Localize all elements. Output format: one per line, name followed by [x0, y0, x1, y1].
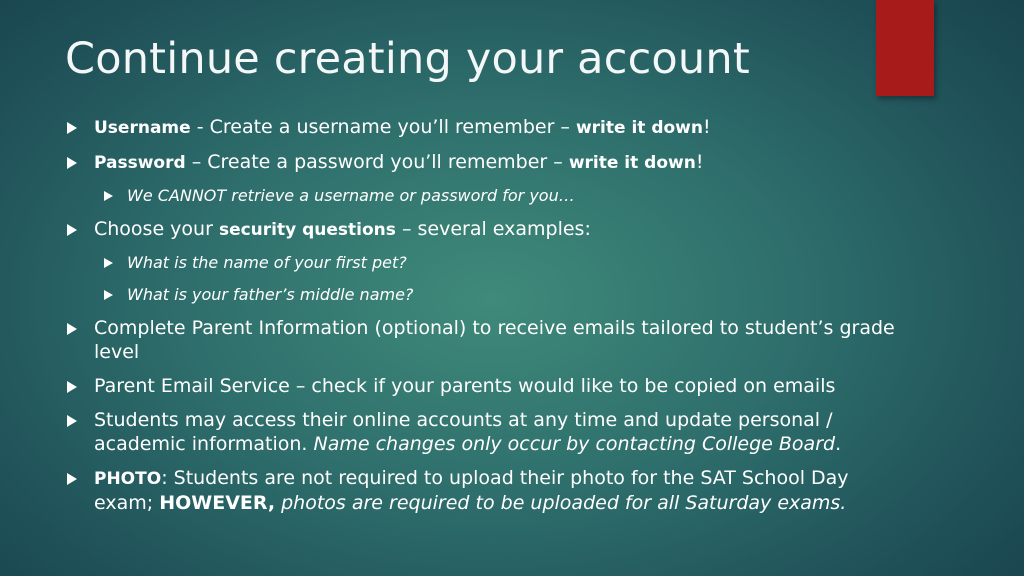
password-label: Password	[94, 153, 186, 173]
online-italic: Name changes only occur by contacting College Board	[313, 433, 836, 455]
sub-bullet-no-retrieve	[66, 185, 896, 207]
bullet-security-questions	[66, 217, 896, 242]
bullet-arrow-icon	[67, 122, 77, 134]
security-prefix: Choose your	[94, 218, 219, 240]
username-emphasis: write it down	[575, 118, 703, 138]
username-label: Username	[94, 118, 191, 138]
accent-bar	[876, 0, 934, 96]
security-example: What is your father’s middle name?	[127, 285, 414, 304]
bullet-arrow-icon	[67, 381, 77, 393]
bullet-arrow-icon	[67, 157, 77, 169]
bullet-username	[66, 115, 896, 140]
parent-email-text: Parent Email Service – check if your parents would like to be copied on emails	[94, 375, 836, 397]
photo-italic: photos are required to be uploaded for all Saturday exams.	[275, 492, 847, 514]
password-text: – Create a password you’ll remember –	[185, 151, 569, 173]
sub-bullet-pet	[66, 252, 896, 274]
photo-label: PHOTO	[94, 469, 162, 489]
password-end: !	[695, 151, 704, 173]
bullet-arrow-icon	[67, 224, 77, 236]
no-retrieve-text: We CANNOT retrieve a username or password for you…	[127, 186, 575, 205]
bullet-arrow-icon	[67, 473, 77, 485]
security-suffix: – several examples:	[395, 218, 591, 240]
parent-info-text: Complete Parent Information (optional) to receive emails tailored to student’s grade level	[94, 317, 895, 363]
sub-bullet-father	[66, 284, 896, 306]
sub-bullet-arrow-icon	[104, 258, 113, 268]
sub-bullet-arrow-icon	[104, 191, 113, 201]
bullet-arrow-icon	[67, 323, 77, 335]
bullet-arrow-icon	[67, 415, 77, 427]
photo-text: : Students are not required to upload their photo for the SAT School Day exam;	[94, 467, 849, 514]
security-example: What is the name of your first pet?	[127, 253, 407, 272]
bullet-list	[66, 115, 896, 525]
online-end: .	[835, 433, 842, 455]
bullet-password	[66, 150, 896, 175]
bullet-parent-info	[66, 316, 896, 364]
password-emphasis: write it down	[568, 153, 696, 173]
photo-emphasis: HOWEVER,	[159, 492, 276, 514]
username-text: - Create a username you’ll remember –	[190, 116, 576, 138]
sub-bullet-arrow-icon	[104, 290, 113, 300]
slide-title: Continue creating your account	[65, 34, 750, 84]
online-text: Students may access their online accounts at any time and update personal / academic information.	[94, 409, 833, 455]
security-emphasis: security questions	[218, 220, 396, 240]
bullet-online-access	[66, 408, 896, 456]
username-end: !	[703, 116, 711, 138]
bullet-photo	[66, 466, 896, 515]
bullet-parent-email	[66, 374, 896, 398]
